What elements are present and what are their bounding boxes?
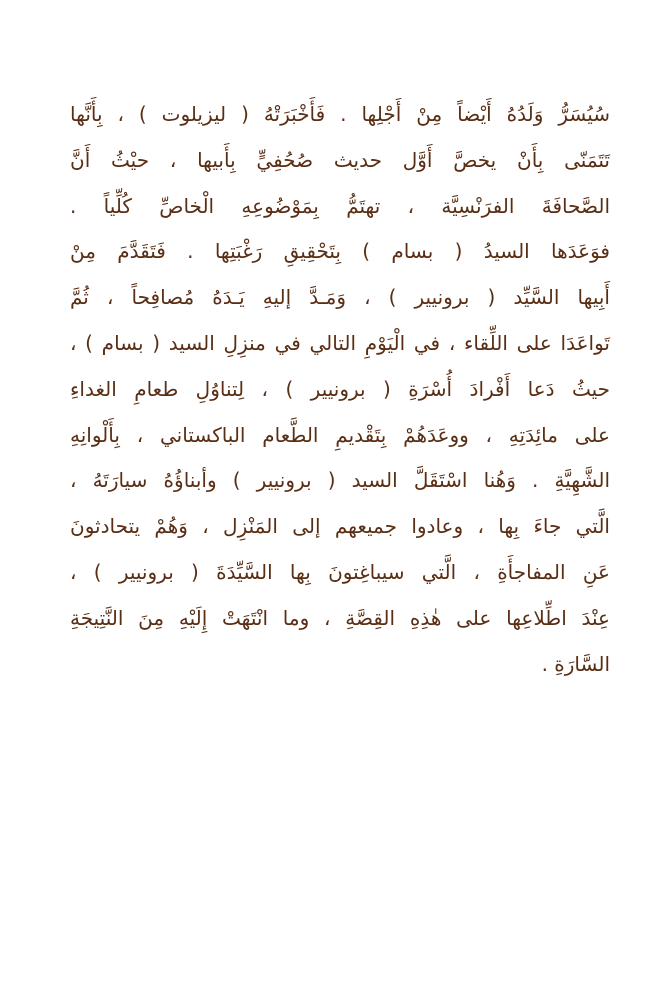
text-line-12: عِنْدَ اطِّلاعِها على هٰذِهِ القِصَّةِ ، وما انْتَهَتْ إِلَيْهِ مِنَ النَّتِيجَةِ xyxy=(70,605,610,630)
text-line-1: سُيُسَرُّ وَلَدُهُ أَيْضاً مِنْ أَجْلِها . فَأَخْبَرَتْهُ ( ليزيلوت ) ، بِأَنَّها xyxy=(70,102,610,126)
text-line-9: الشَّهِيَّةِ . وَهُنا اسْتَقَلَّ السيد ( برونيير ) وأبناؤُهُ سيارَتَهُ ، xyxy=(70,468,610,493)
text-line-3: الصَّحافَةَ الفرَنْسِيَّة ، تهتَمُّ بِمَوْضُوعِهِ الْخاصِّ كُلِّياً . xyxy=(70,193,610,218)
text-line-7: حيثُ دَعا أَفْرادَ أُسْرَةِ ( برونيير ) ، لِتناوُلِ طعامِ الغداءِ xyxy=(70,376,610,401)
text-line-8: على مائِدَتِهِ ، ووعَدَهُمْ بِتَقْديمِ الطَّعام الباكستاني ، بِأَلْوانِهِ xyxy=(70,422,610,447)
text-line-13: السَّارَةِ . xyxy=(541,651,610,676)
text-line-10: الَّتي جاءَ بِها ، وعادوا جميعهم إلى المَنْزِل ، وَهُمْ يتحادثونَ xyxy=(70,514,610,539)
text-line-4: فوَعَدَها السيدُ ( بسام ) بِتَحْقِيقِ رَغْبَتِها . فَتَقَدَّمَ مِنْ xyxy=(70,239,610,264)
body-text xyxy=(70,92,610,687)
text-line-11: عَنِ المفاجأَةِ ، الَّتي سيباغِتونَ بِها السَّيِّدَةَ ( برونيير ) ، xyxy=(70,559,610,584)
text-line-6: تَواعَدَا على اللِّقاء ، في الْيَوْمِ التالي في منزِلِ السيد ( بسام ) ، xyxy=(70,330,610,355)
text-line-2: تَتَمَنّى بِأَنْ يخصَّ أَوَّل حديث صُحُفِيٍّ بِأَبيها ، حيْثُ أَنَّ xyxy=(70,147,610,172)
text-line-5: أَبِيها السَّيِّد ( برونيير ) ، وَمَـدَّ إليهِ يَـدَهُ مُصافِحاً ، ثُمَّ xyxy=(70,285,610,310)
